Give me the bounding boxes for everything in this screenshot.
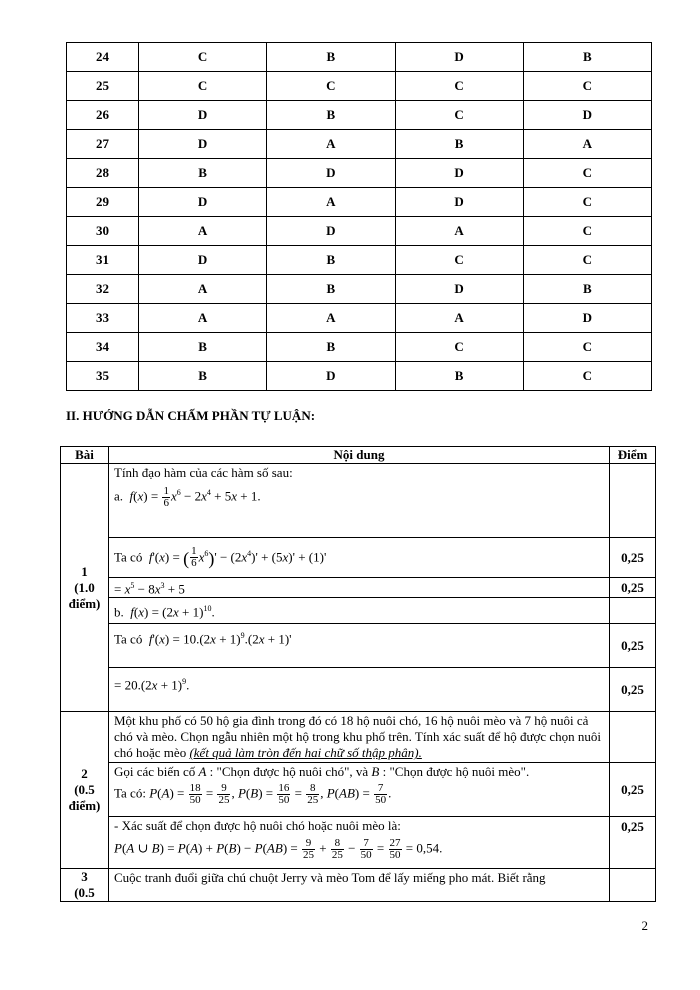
essay-grading-table [60,446,656,902]
answer-cell: C [395,246,523,275]
q1-label: 1 (1.0 điểm) [61,464,109,712]
answer-cell: C [523,188,651,217]
answer-cell: B [395,362,523,391]
answer-cell: B [267,101,395,130]
question-number: 24 [67,43,139,72]
answer-row [67,188,652,217]
answer-cell: B [267,43,395,72]
answer-cell: D [139,101,267,130]
answer-cell: D [395,188,523,217]
answer-cell: C [523,246,651,275]
header-noi-dung: Nội dung [109,447,610,464]
q1-prompt: Tính đạo hàm của các hàm số sau: [114,465,293,480]
answer-cell: D [395,275,523,304]
answer-cell: D [267,217,395,246]
q1-step-3: Ta có $f'(x) = 10.(2x + 1)^9.(2x + 1)'$ [109,624,610,668]
answer-cell: B [267,333,395,362]
answer-row [67,159,652,188]
answer-row [67,101,652,130]
q1-score-2: 0,25 [610,578,656,598]
answer-cell: C [523,217,651,246]
answer-row [67,217,652,246]
answer-cell: B [139,159,267,188]
answer-cell: C [395,101,523,130]
question-number: 32 [67,275,139,304]
answer-cell: D [523,101,651,130]
q1-score-3: 0,25 [610,624,656,668]
answer-cell: C [139,43,267,72]
q1-step-2: = $x^5 - 8x^3 + 5$ [109,578,610,598]
answer-cell: D [395,159,523,188]
answer-cell: C [523,333,651,362]
q2-score-2: 0,25 [610,817,656,869]
answer-cell: A [139,217,267,246]
q2-step-2: - Xác suất để chọn được hộ nuôi chó hoặc nuôi mèo là: P(A ∪ B) = P(A) + P(B) − P(AB) = $\frac{9}{25}$ + $\frac{8}{25}$ − $\frac{7}{50}$ = $\frac{27}{50}$ = 0,54. [109,817,610,869]
q2-prompt: Một khu phố có 50 hộ gia đình trong đó có 18 hộ nuôi chó, 16 hộ nuôi mèo và 7 hộ nuôi cả chó và mèo. Chọn ngẫu nhiên một hộ trong khu phố trên. Tính xác suất để hộ được chọn nuôi chó hoặc mèo (kết quả làm tròn đến hai chữ số thập phân). [109,712,610,763]
question-number: 35 [67,362,139,391]
answer-cell: D [139,246,267,275]
answer-cell: A [523,130,651,159]
q1-step-1: Ta có f'(x) = ( $\frac{1}{6}$ $x^6)' - (2x^4)' + (5x)' + (1)'$ [109,538,610,578]
answer-cell: A [267,304,395,333]
answer-cell: A [139,304,267,333]
answer-cell: D [267,159,395,188]
q2-label: 2 (0.5 điểm) [61,712,109,869]
question-number: 29 [67,188,139,217]
answer-cell: C [139,72,267,101]
question-number: 31 [67,246,139,275]
page-number: 2 [641,918,648,933]
answer-cell: C [523,72,651,101]
answer-row [67,246,652,275]
q1-score-1: 0,25 [610,538,656,578]
q1-prompt-cell [109,464,610,538]
answer-row [67,43,652,72]
answer-row [67,362,652,391]
answer-cell: A [267,188,395,217]
question-number: 30 [67,217,139,246]
answer-cell: A [395,217,523,246]
answer-cell: C [395,72,523,101]
answer-cell: B [267,275,395,304]
answer-cell: A [395,304,523,333]
q3-label: 3 (0.5 [61,869,109,902]
q1-step-4: = $20.(2x + 1)^9$. [109,668,610,712]
answer-cell: B [523,275,651,304]
question-number: 34 [67,333,139,362]
answer-cell: D [139,188,267,217]
answer-row [67,72,652,101]
header-bai: Bài [61,447,109,464]
question-number: 26 [67,101,139,130]
answer-row [67,275,652,304]
question-number: 33 [67,304,139,333]
answer-cell: A [139,275,267,304]
answer-cell: C [523,362,651,391]
answer-cell: B [523,43,651,72]
answer-cell: B [139,333,267,362]
answer-cell: C [267,72,395,101]
answer-cell: B [395,130,523,159]
answer-key-table [66,42,652,391]
section-heading: II. HƯỚNG DẪN CHẤM PHẦN TỰ LUẬN: [66,408,316,423]
q2-score-1: 0,25 [610,763,656,817]
answer-cell: C [395,333,523,362]
q1-part-b: b. $f(x) = (2x + 1)^{10}$. [109,598,610,624]
q1-score-4: 0,25 [610,668,656,712]
answer-cell: C [523,159,651,188]
answer-cell: D [395,43,523,72]
q1-part-a: a. f(x) = $\frac{1}{6}$ $x^6 - 2x^4 + 5x + 1$. [114,484,261,509]
answer-row [67,333,652,362]
answer-row [67,130,652,159]
answer-row [67,304,652,333]
q3-prompt: Cuộc tranh đuổi giữa chú chuột Jerry và mèo Tom để lấy miếng pho mát. Biết rằng [109,869,610,902]
question-number: 27 [67,130,139,159]
header-diem: Điểm [610,447,656,464]
answer-cell: D [267,362,395,391]
answer-cell: D [523,304,651,333]
answer-cell: D [139,130,267,159]
answer-cell: B [267,246,395,275]
answer-cell: B [139,362,267,391]
question-number: 28 [67,159,139,188]
q2-step-1: Gọi các biến cố A : "Chọn được hộ nuôi chó", và B : "Chọn được hộ nuôi mèo". Ta có: P(A) = $\frac{18}{50}$ = $\frac{9}{25}$ , P(B) = $\frac{16}{50}$ = $\frac{8}{25}$ , P(AB) = $\frac{7}{50}$ . [109,763,610,817]
answer-cell: A [267,130,395,159]
question-number: 25 [67,72,139,101]
